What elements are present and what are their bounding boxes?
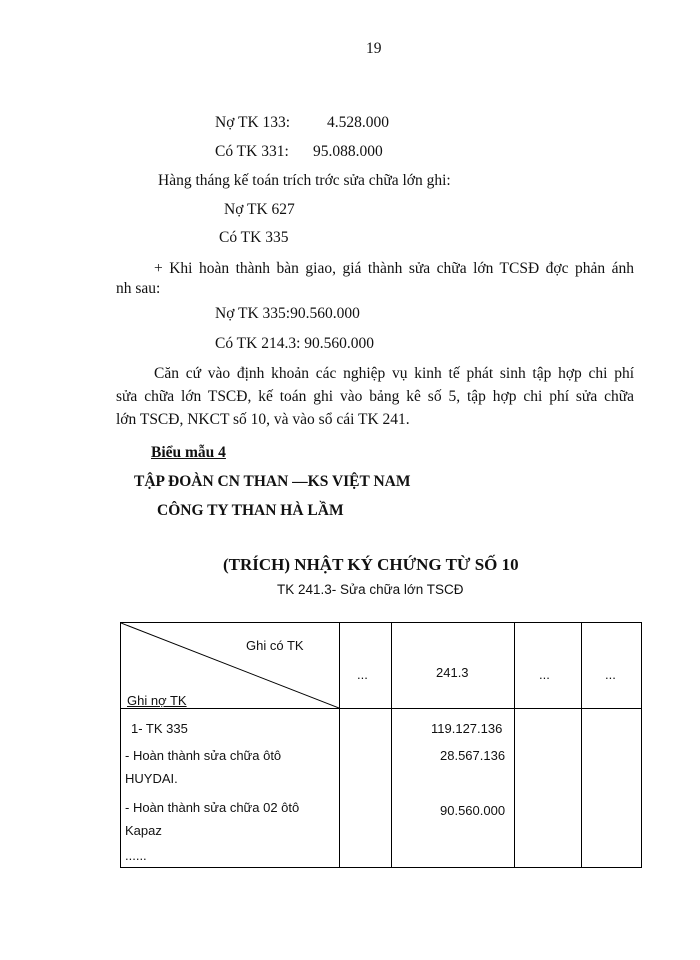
monthly-note: Hàng tháng kế toán trích trớc sửa chữa lớn ghi: [158,172,451,189]
entry-co-tk335: Có TK 335 [219,229,289,246]
row-label-continued: Kapaz [125,823,162,838]
column-header: 241.3 [436,665,469,680]
row-value: 119.127.136 [431,721,503,736]
row-value: 90.560.000 [440,803,506,818]
entry-no-tk133-value: 4.528.000 [327,114,389,131]
entry-co-tk331-value: 95.088.000 [313,143,383,160]
row-label-continued: HUYDAI. [125,771,178,786]
journal-subtitle: TK 241.3- Sửa chữa lớn TSCĐ [277,582,464,597]
basis-line-3: lớn TSCĐ, NKCT số 10, và vào sổ cái TK 241. [116,411,410,428]
table-divider [581,623,582,867]
entry-no-tk335: Nợ TK 335:90.560.000 [215,305,360,322]
page-number: 19 [366,40,382,57]
row-value: 28.567.136 [440,748,506,763]
table-divider [514,623,515,867]
entry-co-tk2143: Có TK 214.3: 90.560.000 [215,335,375,352]
basis-line-1: Căn cứ vào định khoản các nghiệp vụ kinh tế phát sinh tập hợp chi phí [154,365,634,382]
basis-line-2: sửa chữa lớn TSCĐ, kế toán ghi vào bảng kê số 5, tập hợp chi phí sửa chữa [116,388,634,405]
column-header: ... [539,667,550,682]
org-group: TẬP ĐOÀN CN THAN —KS VIỆT NAM [134,473,411,490]
handover-line-1: + Khi hoàn thành bàn giao, giá thành sửa chữa lớn TCSĐ đợc phản ánh [154,260,634,277]
header-debit-label: Ghi nợ TK [127,693,187,708]
org-company: CÔNG TY THAN HÀ LẦM [157,502,344,519]
entry-no-tk133-label: Nợ TK 133: [215,114,291,131]
row-label: - Hoàn thành sửa chữa 02 ôtô [125,800,300,815]
row-label: 1- TK 335 [131,721,188,736]
row-label: - Hoàn thành sửa chữa ôtô [125,748,282,763]
table-divider [339,623,340,867]
entry-no-tk627: Nợ TK 627 [224,201,295,218]
handover-line-2: nh sau: [116,280,161,297]
column-header: ... [357,667,368,682]
entry-co-tk331-label: Có TK 331: [215,143,289,160]
table-header-divider [121,708,641,709]
journal-title: (TRÍCH) NHẬT KÝ CHỨNG TỪ SỐ 10 [223,555,519,574]
column-header: ... [605,667,616,682]
form-label: Biểu mẫu 4 [151,444,226,461]
journal-table [120,622,642,868]
table-divider [391,623,392,867]
header-credit-label: Ghi có TK [246,638,304,653]
row-label: ...... [125,848,147,863]
